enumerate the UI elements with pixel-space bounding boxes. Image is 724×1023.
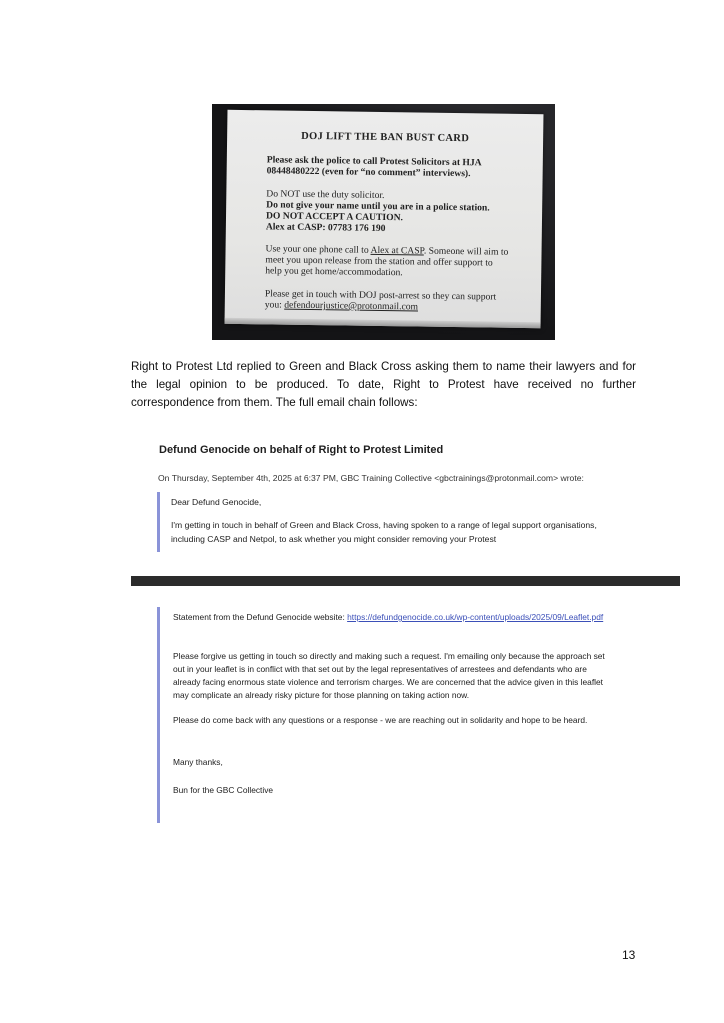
- leaflet-link[interactable]: https://defundgenocide.co.uk/wp-content/uploads/2025/09/Leaflet.pdf: [347, 612, 604, 622]
- email-body: I'm getting in touch in behalf of Green and Black Cross, having spoken to a range of legal support organisations, including CASP and Netpol, to ask whether you might consider removing your Protest: [171, 520, 597, 544]
- bust-card-text-segment: . Someone will aim to: [423, 245, 509, 258]
- quote-bar: [157, 607, 160, 823]
- bust-card-email-link: defendourjustice@protonmail.com: [284, 299, 419, 313]
- email-subject: Defund Genocide on behalf of Right to Protest Limited: [159, 444, 444, 456]
- bust-card: [225, 110, 544, 328]
- separator-bar: [131, 576, 680, 586]
- bust-card-line: Please ask the police to call Protest Solicitors at HJA: [266, 154, 482, 169]
- email-signoff: Many thanks,: [173, 757, 223, 767]
- email-paragraph: Please forgive us getting in touch so directly and making such a request. I'm emailing only because the approach set out in your leaflet is in conflict with that set out by the legal representatives of arrestees and defendants who are already facing enormous state violence and terrorism charges. We are concerned that the advice given in this leaflet may complicate an already risky picture for those planning on taking action now.: [173, 651, 605, 700]
- body-paragraph: Right to Protest Ltd replied to Green and Black Cross asking them to name their lawyers and for the legal opinion to be produced. To date, Right to Protest have received no further correspondence from them. The full email chain follows:: [131, 360, 636, 409]
- bust-card-text-segment: Use your one phone call to: [265, 243, 371, 256]
- bust-card-line: Do not give your name until you are in a police station.: [266, 199, 490, 214]
- email-paragraph: Please do come back with any questions or a response - we are reaching out in solidarity and hope to be heard.: [173, 715, 588, 725]
- bust-card-line: help you get home/accommodation.: [265, 265, 403, 279]
- bust-card-line: DO NOT ACCEPT A CAUTION.: [265, 210, 404, 224]
- bust-card-phone-call: [265, 243, 535, 280]
- bust-card-line: 08448480222 (even for “no comment” interviews).: [266, 165, 471, 180]
- bust-card-line: meet you upon release from the station and offer support to: [265, 254, 493, 269]
- statement-line: [173, 611, 613, 624]
- email-greeting: Dear Defund Genocide,: [171, 497, 262, 507]
- bust-card-casp-link: Alex at CASP: [370, 244, 424, 257]
- bust-card-line: Do NOT use the duty solicitor.: [266, 188, 385, 202]
- bust-card-photo: [212, 104, 555, 340]
- bust-card-line: Alex at CASP: 07783 176 190: [265, 221, 386, 235]
- email-meta: On Thursday, September 4th, 2025 at 6:37 PM, GBC Training Collective <gbctrainings@protonmail.com> wrote:: [158, 473, 584, 483]
- bust-card-instructions: [266, 188, 537, 236]
- page-number: 13: [622, 948, 636, 962]
- bust-card-title: DOJ LIFT THE BAN BUST CARD: [301, 130, 470, 145]
- statement-label: Statement from the Defund Genocide website:: [173, 612, 348, 622]
- bust-card-text-segment: you:: [264, 299, 285, 311]
- bust-card-contact: [265, 288, 535, 314]
- email-signature: Bun for the GBC Collective: [173, 785, 274, 795]
- email-screenshot-2: [157, 607, 627, 825]
- quote-bar: [157, 492, 160, 552]
- bust-card-solicitor-text: [267, 154, 537, 180]
- bust-card-line: Please get in touch with DOJ post-arrest so they can support: [264, 288, 497, 303]
